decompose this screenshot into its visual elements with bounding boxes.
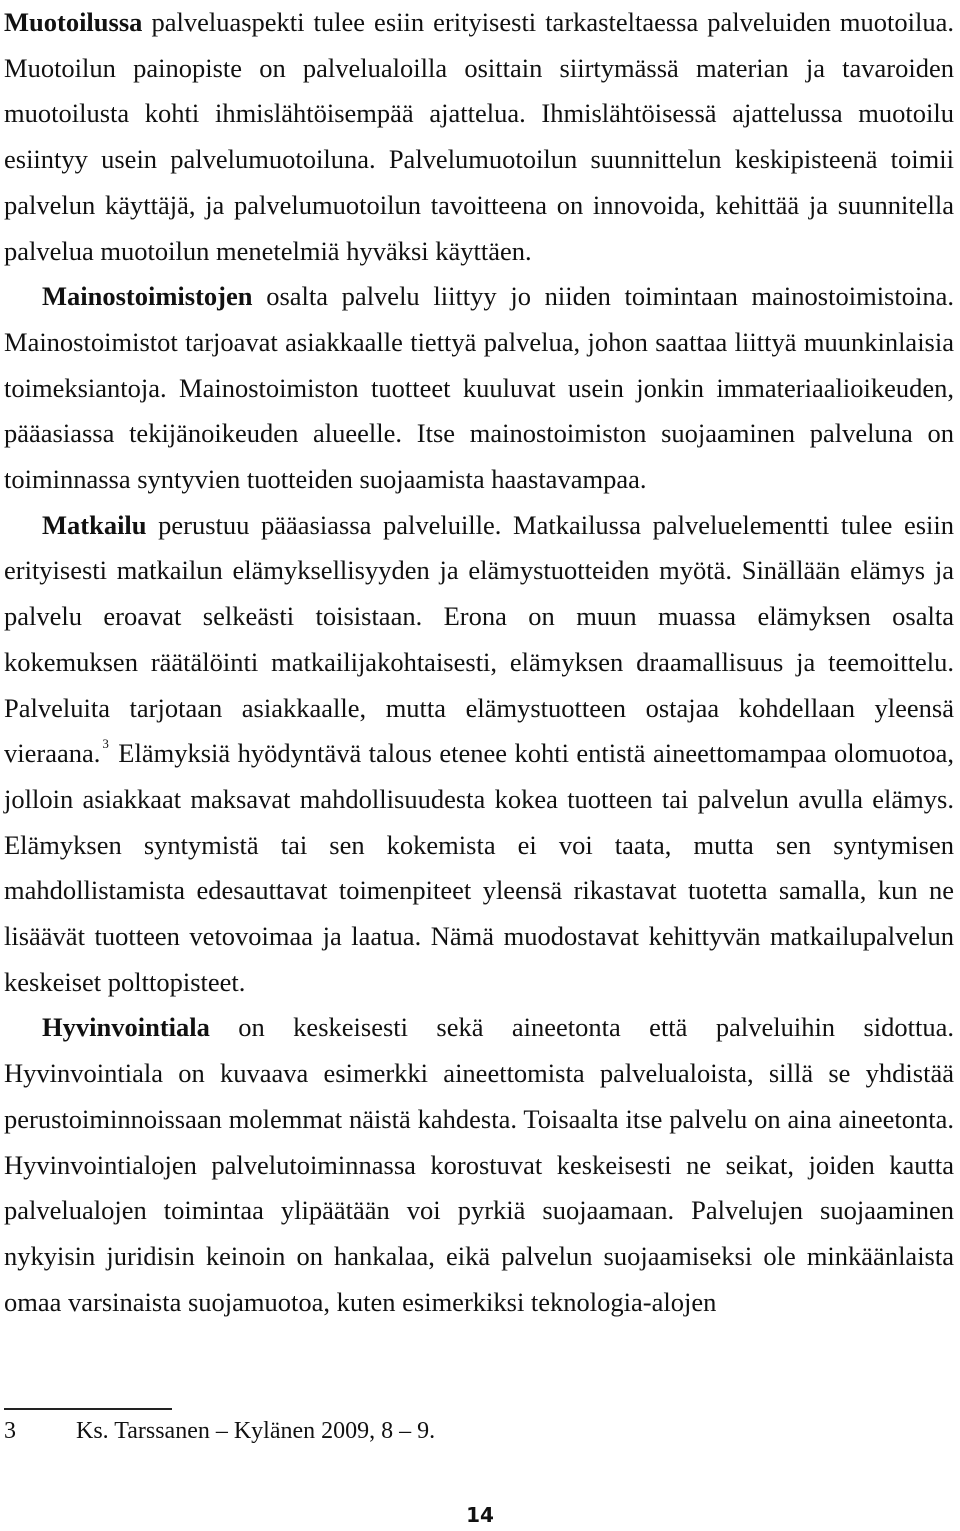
- paragraph-mainostoimistojen: [4, 274, 954, 503]
- footnote-divider: [4, 1408, 172, 1410]
- paragraph-hyvinvointiala: [4, 1005, 954, 1325]
- page-number: 14: [466, 1503, 494, 1527]
- footnote-reference[interactable]: 3: [102, 736, 109, 752]
- paragraph-text: Elämyksiä hyödyntävä talous etenee kohti entistä aineettomampaa olomuotoa, jolloin asiakkaat maksavat mahdollisuudesta kokea tuotteen tai palvelun avulla elämys. Elämyksen syntymistä tai sen kokemista ei voi taata, mutta sen syntymisen mahdollistamista edesauttavat toimenpiteet yleensä rikastavat tuotetta samalla, kun ne lisäävät tuotteen vetovoimaa ja laatua. Nämä muodostavat kehittyvän matkailupalvelun keskeiset polttopisteet.: [4, 738, 954, 997]
- page-body: [4, 0, 954, 1325]
- footnote: [4, 1417, 435, 1445]
- paragraph-text: perustuu pääasiassa palveluille. Matkailussa palveluelementti tulee esiin erityisesti matkailun elämyksellisyyden ja elämystuotteiden myötä. Sinällään elämys ja palvelu eroavat selkeästi toisistaan. Erona on muun muassa elämyksen osalta kokemuksen räätälöinti matkailijakohtaisesti, elämyksen draamallisuus ja teemoittelu. Palveluita tarjotaan asiakkaalle, mutta elämystuotteen ostajaa kohdellaan yleensä vieraana.: [4, 509, 954, 769]
- footnote-number: 3: [4, 1418, 16, 1444]
- paragraph-text: osalta palvelu liittyy jo niiden toimintaan mainostoimistoina. Mainostoimistot tarjoavat asiakkaalle tiettyä palvelua, johon saattaa liittyä muunkinlaisia toimeksiantoja. Mainostoimiston tuotteet kuuluvat usein jonkin immateriaalioikeuden, pääasiassa tekijänoikeuden alueelle. Itse mainostoimiston suojaaminen palveluna on toiminnassa syntyvien tuotteiden suojaamista haastavampaa.: [4, 281, 954, 495]
- term-muotoilussa: Muotoilussa: [4, 7, 143, 37]
- paragraph-text: palveluaspekti tulee esiin erityisesti tarkasteltaessa palveluiden muotoilua. Muotoilun painopiste on palvelualoilla osittain siirtymässä materian ja tavaroiden muotoilusta kohti ihmislähtöisempää ajattelua. Ihmislähtöisessä ajattelussa muotoilu esiintyy usein palvelumuotoiluna. Palvelumuotoilun suunnittelun keskipisteenä toimii palvelun käyttäjä, ja palvelumuotoilun tavoitteena on innovoida, kehittää ja suunnitella palvelua muotoilun menetelmiä hyväksi käyttäen.: [4, 7, 954, 266]
- term-mainostoimistojen: Mainostoimistojen: [42, 281, 253, 312]
- paragraph-text: on keskeisesti sekä aineetonta että palveluihin sidottua. Hyvinvointiala on kuvaava esimerkki aineettomista palvelualoista, sillä se yhdistää perustoiminnoissaan molemmat näistä kahdesta. Toisaalta itse palvelu on aina aineetonta. Hyvinvointialojen palvelutoiminnassa korostuvat keskeisesti ne seikat, joiden kautta palvelualojen toimintaa ylipäätään voi pyrkiä suojaamaan. Palvelujen suojaaminen nykyisin juridisin keinoin on hankalaa, eikä palvelun suojaamiseksi ole minkäänlaista omaa varsinaista suojamuotoa, kuten esimerkiksi teknologia-alojen: [4, 1012, 954, 1317]
- footnote-text: Ks. Tarssanen – Kylänen 2009, 8 – 9.: [76, 1418, 436, 1444]
- paragraph-muotoilussa: [4, 0, 954, 274]
- term-hyvinvointiala: Hyvinvointiala: [42, 1012, 210, 1043]
- paragraph-matkailu: [4, 503, 954, 1006]
- term-matkailu: Matkailu: [42, 509, 147, 540]
